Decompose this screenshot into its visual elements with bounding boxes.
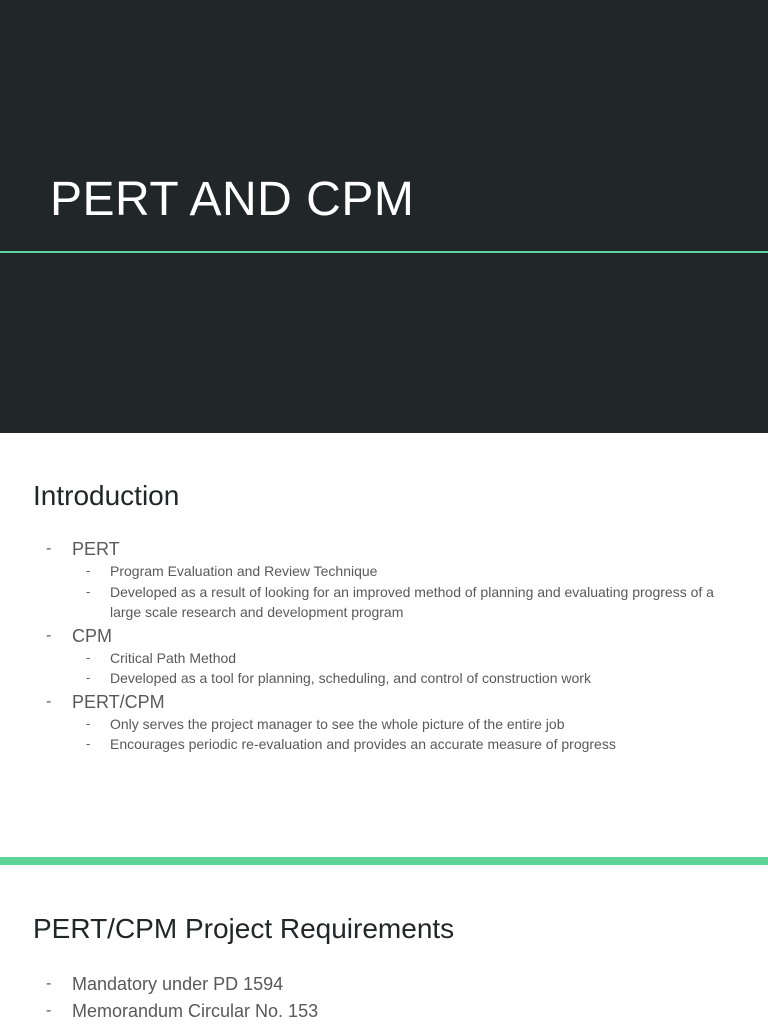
sub-bullet: [72, 582, 728, 623]
requirement-text: Mandatory under PD 1594: [72, 974, 284, 994]
title-accent-line: [0, 251, 768, 253]
bullet-cpm: [0, 625, 768, 689]
sub-bullet: [72, 648, 728, 669]
presentation-title: PERT AND CPM: [50, 173, 415, 226]
sub-bullet-text: Developed as a result of looking for an improved method of planning and evaluating progress of a large scale research and development program: [110, 583, 714, 620]
bullet-pert: [0, 538, 768, 623]
sub-bullet-list: [72, 714, 728, 755]
sub-bullet-text: Program Evaluation and Review Technique: [110, 563, 378, 579]
requirement-item: [0, 998, 768, 1024]
sub-bullet: [72, 714, 728, 735]
sub-bullet: [72, 734, 728, 755]
sub-bullet-text: Encourages periodic re-evaluation and provides an accurate measure of progress: [110, 736, 616, 752]
bullet-dash: -: [46, 1001, 52, 1019]
bullet-label: PERT/CPM: [72, 691, 165, 712]
slide-divider-band: [0, 857, 768, 865]
bullet-label: PERT: [72, 539, 120, 559]
sub-bullet-dash: -: [86, 649, 91, 665]
sub-bullet-text: Only serves the project manager to see the whole picture of the entire job: [110, 715, 565, 732]
sub-bullet-dash: -: [86, 583, 91, 599]
sub-bullet-text: Developed as a tool for planning, scheduling, and control of construction work: [110, 670, 591, 686]
sub-bullet-text: Critical Path Method: [110, 649, 237, 666]
requirements-bullet-list: [0, 971, 768, 1024]
sub-bullet-dash: -: [86, 670, 91, 685]
bullet-label: CPM: [72, 625, 112, 646]
bullet-dash: -: [46, 626, 52, 644]
bullet-dash: -: [46, 975, 52, 992]
title-slide: [0, 0, 768, 433]
sub-bullet-list: [72, 561, 728, 623]
introduction-slide: [0, 433, 768, 857]
sub-bullet-dash: -: [86, 715, 91, 731]
bullet-dash: -: [46, 692, 52, 710]
sub-bullet-dash: -: [86, 563, 91, 578]
sub-bullet-list: [72, 648, 728, 689]
introduction-bullet-list: [0, 538, 768, 757]
sub-bullet-dash: -: [86, 736, 91, 751]
sub-bullet: [72, 561, 728, 582]
requirement-text: Memorandum Circular No. 153: [72, 1000, 319, 1021]
bullet-pert-cpm: [0, 691, 768, 755]
sub-bullet: [72, 668, 728, 689]
requirements-heading: PERT/CPM Project Requirements: [33, 913, 455, 944]
bullet-dash: -: [46, 540, 52, 557]
requirement-item: [0, 971, 768, 998]
requirements-slide: [0, 865, 768, 1024]
introduction-heading: Introduction: [33, 480, 180, 511]
